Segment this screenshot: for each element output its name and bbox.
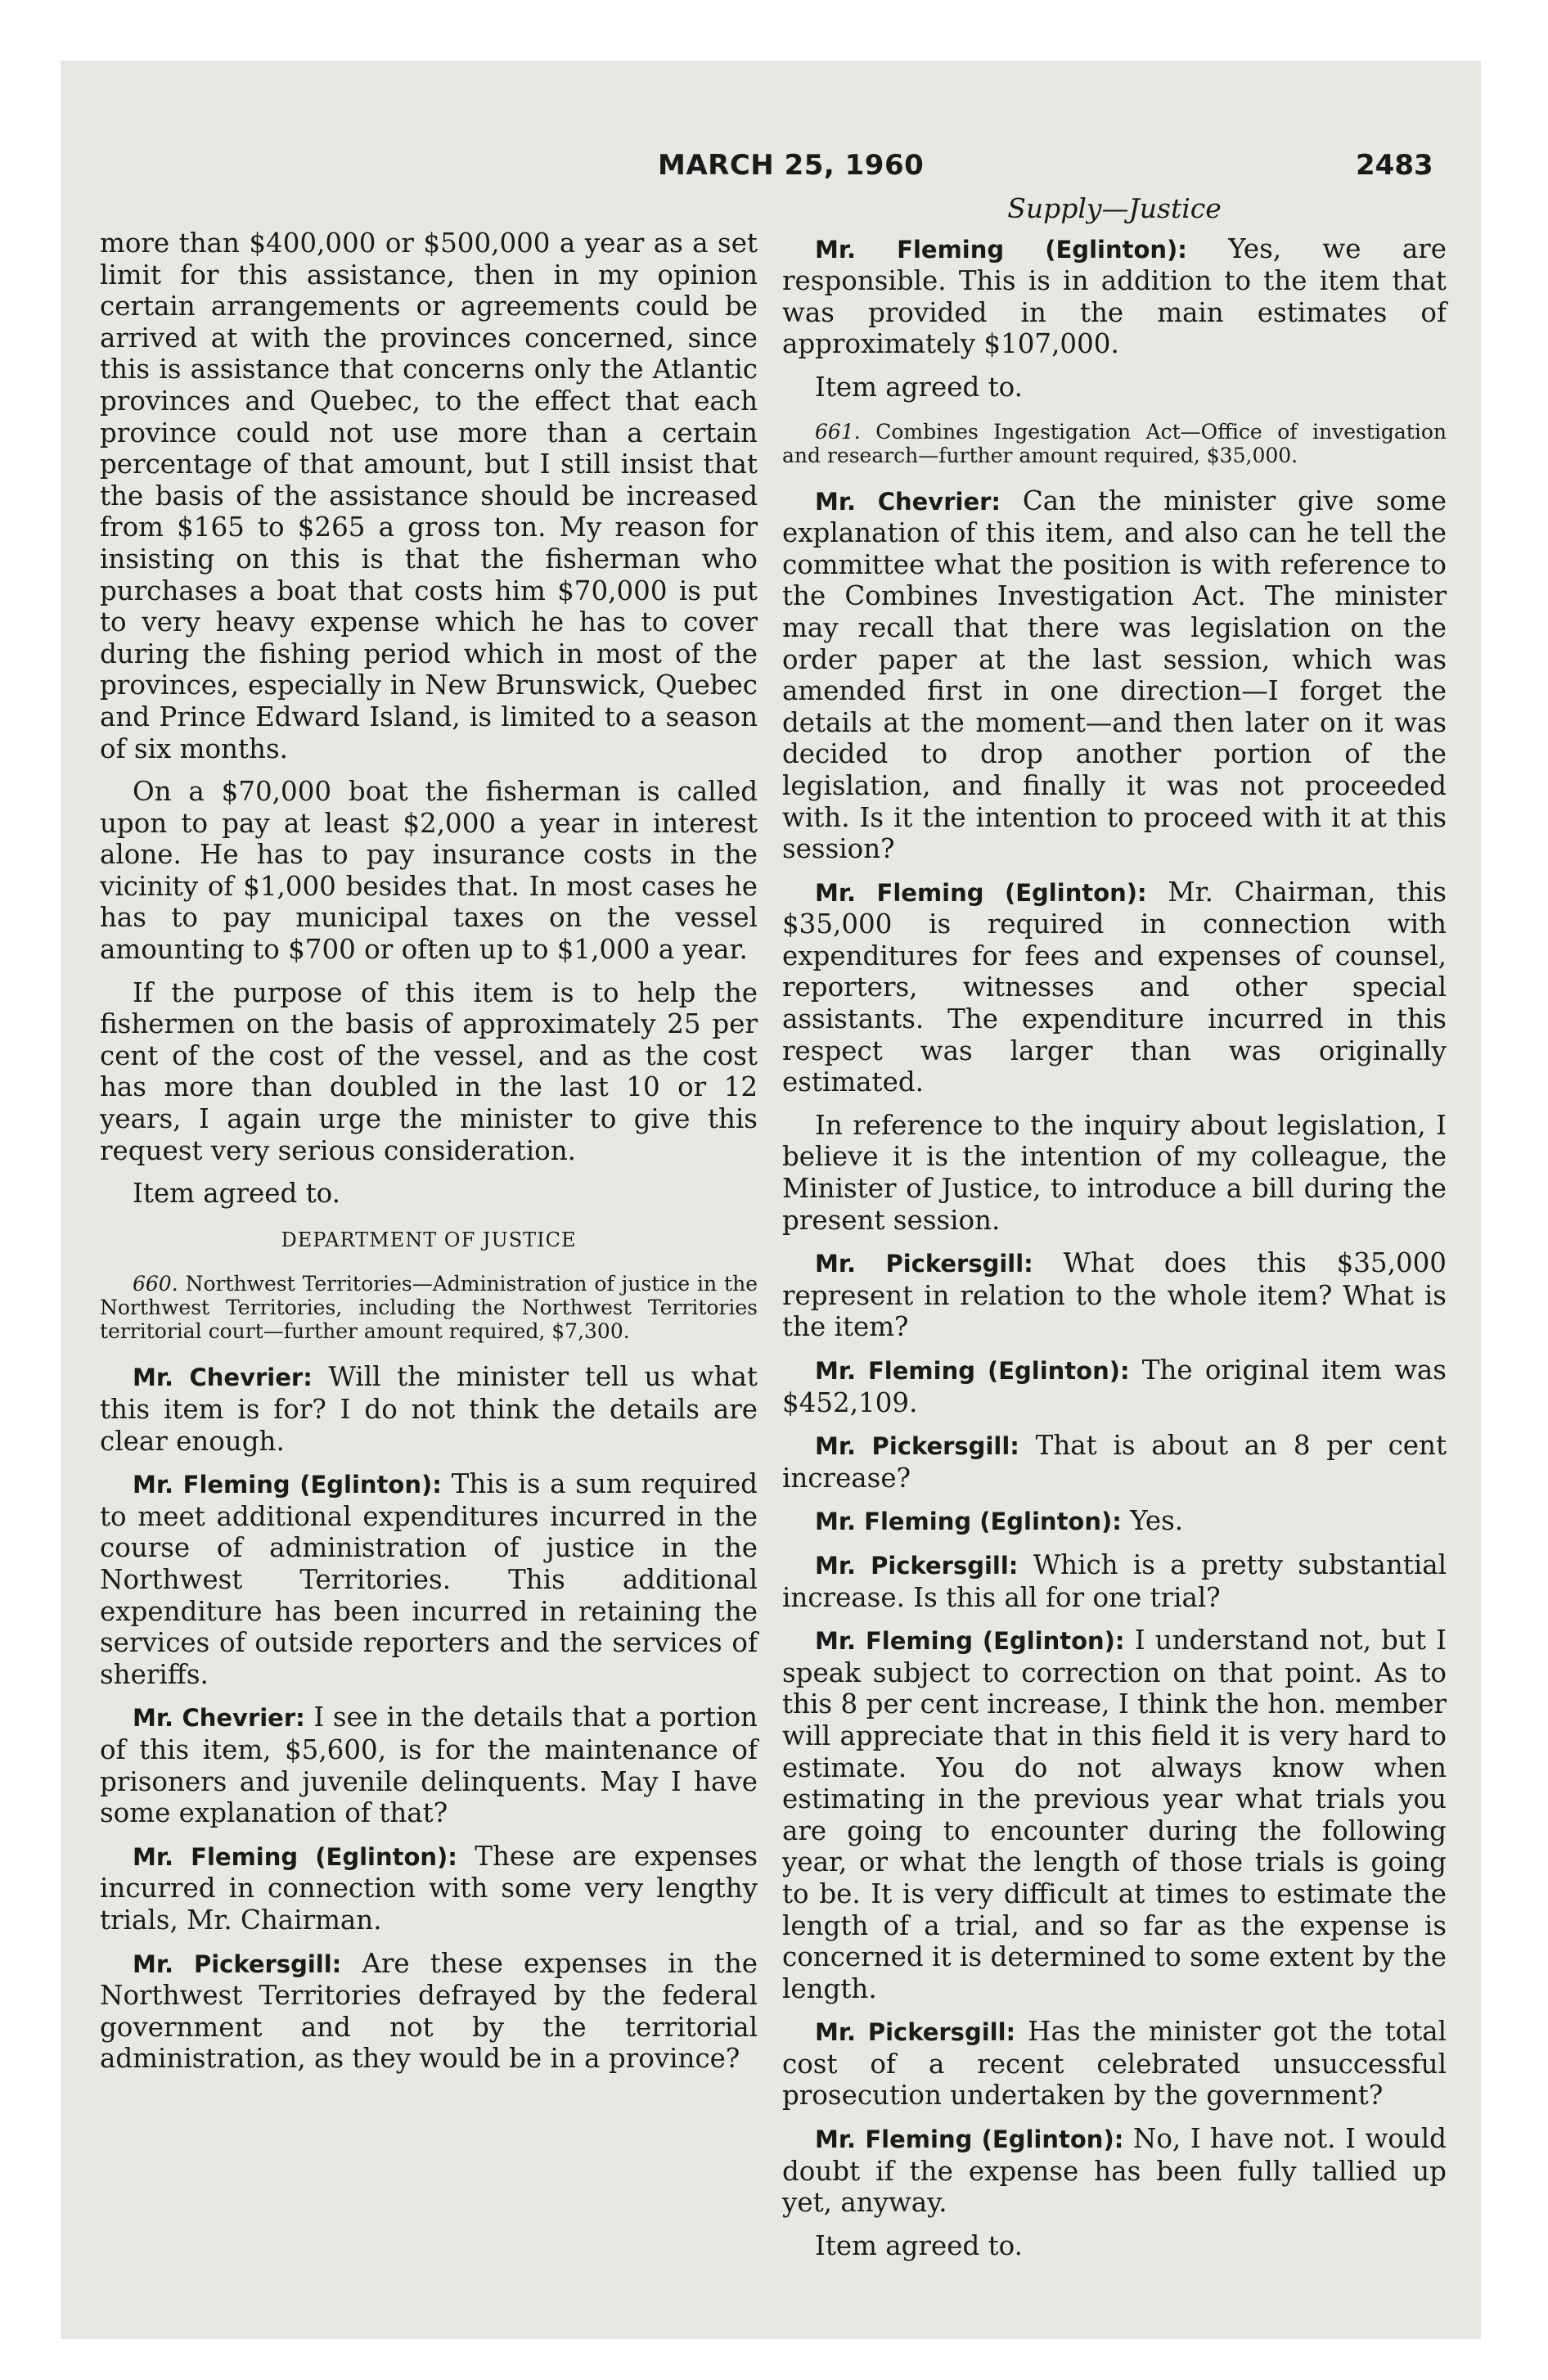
speech-text: The original item was $452,109.: [782, 1355, 1447, 1418]
header-date: MARCH 25, 1960: [658, 149, 925, 182]
speaker: Mr. Chevrier:: [133, 1364, 313, 1392]
speech-text: What does this $35,000 represent in relation to the whole item? What is the item?: [782, 1247, 1447, 1343]
running-title: Supply—Justice: [1007, 192, 1222, 224]
paragraph: more than $400,000 or $500,000 a year as a set limit for this assistance, then in my opinion certain arrangements or agreements could be arrived at with the provinces concerned, since this is assistance that concerns only the Atlantic provinces and Quebec, to the effect that each province could not use more than a certain percentage of that amount, but I still insist that the basis of the assistance should be increased from $165 to $265 a gross ton. My reason for insisting on this is that the fisherman who purchases a boat that costs him $70,000 is put to very heavy expense which he has to cover during the fishing period which in most of the provinces, especially in New Brunswick, Quebec and Prince Edward Island, is limited to a season of six months.: [100, 228, 758, 764]
speech: [782, 233, 1447, 360]
speech: [782, 1355, 1447, 1418]
item-number: 661.: [815, 419, 861, 444]
speech-text: This is a sum required to meet additional expenditures incurred in the course of administration of justice in the Northwest Territories. This additional expenditure has been incurred in retaining the services of outside reporters and the services of sheriffs.: [100, 1468, 758, 1690]
paragraph: In reference to the inquiry about legislation, I believe it is the intention of my colleague, the Minister of Justice, to introduce a bill during the present session.: [782, 1109, 1447, 1236]
speech-text: I understand not, but I speak subject to correction on that point. As to this 8 per cent increase, I think the hon. member will appreciate that in this field it is very hard to estimate. You do not always know when estimating in the previous year what trials you are going to encounter during the following year, or what the length of those trials is going to be. It is very difficult at times to estimate the length of a trial, and so far as the expense is concerned it is determined to some extent by the length.: [782, 1625, 1447, 2004]
speech: [782, 1505, 1447, 1538]
speaker: Mr. Chevrier:: [815, 487, 1001, 516]
speaker: Mr. Fleming (Eglinton):: [815, 878, 1147, 907]
speech-text: Has the minister got the total cost of a recent celebrated unsuccessful prosecution undertaken by the government?: [782, 2016, 1447, 2112]
speaker: Mr. Fleming (Eglinton):: [133, 1471, 442, 1499]
speech-text: Can the minister give some explanation of this item, and also can he tell the committee what the position is with reference to the Combines Investigation Act. The minister may recall that there was legislation on the order paper at the last session, which was amended first in one direction—I forget the details at the moment—and then later on it was decided to drop another portion of the legislation, and finally it was not proceeded with. Is it the intention to proceed with it at this session?: [782, 485, 1447, 865]
speaker: Mr. Fleming (Eglinton):: [815, 235, 1187, 264]
paragraph: If the purpose of this item is to help the fishermen on the basis of approximately 25 per cent of the cost of the vessel, and as the cost has more than doubled in the last 10 or 12 years, I again urge the minister to give this request very serious consideration.: [100, 976, 758, 1166]
speech-text: Yes.: [1130, 1505, 1184, 1537]
speaker: Mr. Fleming (Eglinton):: [815, 1627, 1125, 1656]
department-heading: DEPARTMENT OF JUSTICE: [281, 1228, 577, 1251]
item-text: Combines Ingestigation Act—Office of investigation and research—further amount required, $35,000.: [782, 419, 1447, 467]
speaker: Mr. Pickersgill:: [815, 1250, 1033, 1278]
speech: [782, 1549, 1447, 1613]
speech: [782, 1430, 1447, 1494]
speaker: Mr. Pickersgill:: [815, 1551, 1019, 1580]
item-agreed: Item agreed to.: [815, 371, 1023, 403]
speaker: Mr. Pickersgill:: [133, 1950, 342, 1978]
header-page-number: 2483: [1356, 149, 1433, 182]
left-column: [100, 228, 758, 2086]
speech-text: Will the minister tell us what this item is for? I do not think the details are clear enough.: [100, 1361, 758, 1457]
speech-text: I see in the details that a portion of this item, $5,600, is for the maintenance of prisoners and juvenile delinquents. May I have some explanation of that?: [100, 1702, 758, 1829]
speech-text: Mr. Chairman, this $35,000 is required in connection with expenditures for fees and expenses of counsel, reporters, witnesses and other special assistants. The expenditure incurred in this respect was larger than was originally estimated.: [782, 876, 1447, 1098]
estimate-item-661: [782, 420, 1447, 467]
page-header: [61, 149, 1481, 190]
speech: [100, 1468, 758, 1690]
speech-text: Which is a pretty substantial increase. Is this all for one trial?: [782, 1548, 1447, 1613]
speech: [100, 1702, 758, 1828]
speech-text: These are expenses incurred in connection with some very lengthy trials, Mr. Chairman.: [100, 1840, 758, 1936]
speech-text: Yes, we are responsible. This is in addition to the item that was provided in the main estimates of approximately $107,000.: [782, 232, 1447, 360]
item-agreed: Item agreed to.: [815, 2229, 1023, 2261]
estimate-item-660: [100, 1272, 758, 1343]
speech: [782, 485, 1447, 865]
speech: [100, 1361, 758, 1457]
speaker: Mr. Pickersgill:: [815, 1432, 1019, 1461]
speech: [782, 1625, 1447, 2004]
paragraph: On a $70,000 boat the fisherman is called upon to pay at least $2,000 a year in interest alone. He has to pay insurance costs in the vicinity of $1,000 besides that. In most cases he has to pay municipal taxes on the vessel amounting to $700 or often up to $1,000 a year.: [100, 776, 758, 966]
item-number: 660.: [133, 1272, 178, 1296]
speaker: Mr. Fleming (Eglinton):: [815, 2125, 1124, 2154]
item-agreed: Item agreed to.: [133, 1178, 340, 1210]
speech: [100, 1841, 758, 1936]
speaker: Mr. Fleming (Eglinton):: [815, 1357, 1130, 1385]
speech: [782, 2123, 1447, 2219]
speech: [100, 1948, 758, 2075]
speaker: Mr. Chevrier:: [133, 1704, 305, 1733]
speech: [782, 2016, 1447, 2112]
speaker: Mr. Pickersgill:: [815, 2018, 1016, 2047]
speech-text: That is about an 8 per cent increase?: [782, 1430, 1447, 1494]
speech: [782, 1247, 1447, 1343]
speech-text: Are these expenses in the Northwest Territories defrayed by the federal government and not by the territorial administration, as they would be in a province?: [100, 1947, 758, 2075]
item-text: Northwest Territories—Administration of justice in the Northwest Territories, including the Northwest Territories territorial court—further amount required, $7,300.: [100, 1272, 758, 1344]
speaker: Mr. Fleming (Eglinton):: [133, 1842, 457, 1871]
hansard-page: [61, 61, 1481, 2339]
right-column: [782, 193, 1447, 2273]
speech-text: No, I have not. I would doubt if the expense has been fully tallied up yet, anyway.: [782, 2123, 1447, 2219]
speech: [782, 877, 1447, 1098]
speaker: Mr. Fleming (Eglinton):: [815, 1508, 1122, 1536]
